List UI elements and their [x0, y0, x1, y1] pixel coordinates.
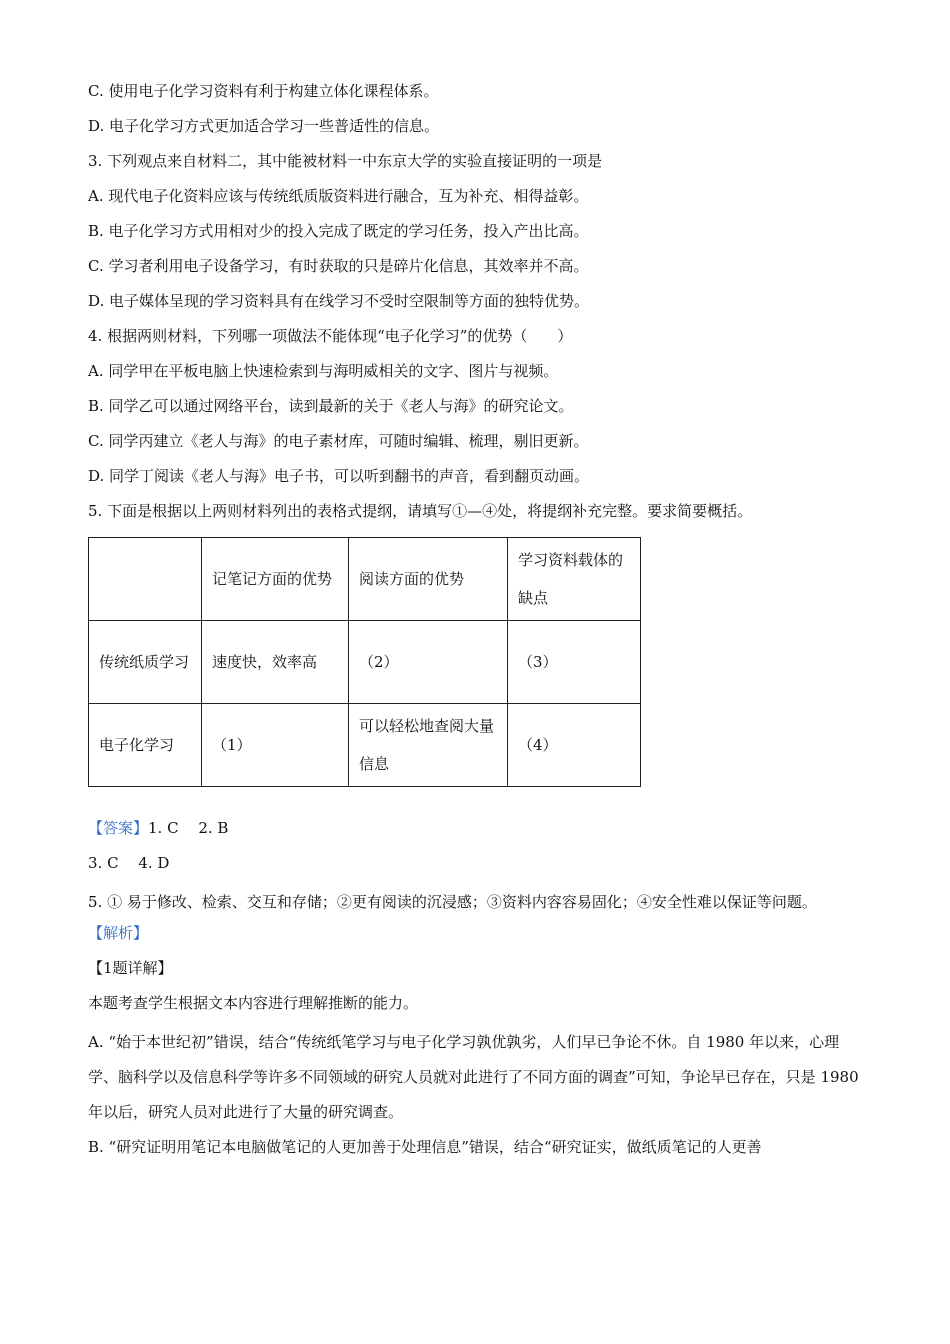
table-row [89, 704, 641, 787]
answer-text-1: 1. C 2. B [148, 819, 229, 837]
answer-line-1 [88, 815, 868, 850]
row-label: 传统纸质学习 [89, 621, 202, 704]
q4-option-c: C. 同学丙建立《老人与海》的电子素材库，可随时编辑、梳理，剔旧更新。 [88, 432, 589, 450]
table-header-row [89, 538, 641, 621]
q3-option-c: C. 学习者利用电子设备学习，有时获取的只是碎片化信息，其效率并不高。 [88, 257, 589, 275]
answer-line-3: 5. ① 易于修改、检索、交互和存储；②更有阅读的沉浸感；③资料内容容易固化；④安全性难以保证等问题。 [88, 893, 817, 911]
question-4: 4. 根据两则材料，下列哪一项做法不能体现“电子化学习”的优势（ ） [88, 327, 573, 345]
document-page [88, 78, 868, 1165]
question-3: 3. 下列观点来自材料二，其中能被材料一中东京大学的实验直接证明的一项是 [88, 152, 603, 170]
outline-table [88, 537, 641, 787]
q4-option-d: D. 同学丁阅读《老人与海》电子书，可以听到翻书的声音，看到翻页动画。 [88, 467, 590, 485]
table-cell: 可以轻松地查阅大量信息 [349, 704, 508, 787]
analysis-heading: 【1题详解】 [88, 959, 173, 977]
table-cell: （3） [508, 621, 641, 704]
table-header-cell: 学习资料载体的缺点 [508, 538, 641, 621]
analysis-paragraph-a: A. “始于本世纪初”错误，结合“传统纸笔学习与电子化学习孰优孰劣，人们早已争论不休。自 1980 年以来，心理学、脑科学以及信息科学等许多不同领域的研究人员就对此进行了不同方面的调查”可知，争论早已存在，只是 1980 年以后，研究人员对此进行了大量的研究调查。 [88, 1033, 859, 1121]
analysis-tag [88, 920, 868, 955]
table-cell: 速度快，效率高 [202, 621, 349, 704]
table-row [89, 621, 641, 704]
table-cell [89, 538, 202, 621]
option-c: C. 使用电子化学习资料有利于构建立体化课程体系。 [88, 82, 439, 100]
table-cell: （4） [508, 704, 641, 787]
row-label: 电子化学习 [89, 704, 202, 787]
q3-option-d: D. 电子媒体呈现的学习资料具有在线学习不受时空限制等方面的独特优势。 [88, 292, 590, 310]
q3-option-a: A. 现代电子化资料应该与传统纸质版资料进行融合，互为补充、相得益彰。 [88, 187, 589, 205]
q4-option-b: B. 同学乙可以通过网络平台，读到最新的关于《老人与海》的研究论文。 [88, 397, 574, 415]
answer-tag: 【答案】 [88, 819, 149, 837]
table-header-cell: 记笔记方面的优势 [202, 538, 349, 621]
analysis-intro: 本题考查学生根据文本内容进行理解推断的能力。 [88, 994, 419, 1012]
q4-option-a: A. 同学甲在平板电脑上快速检索到与海明威相关的文字、图片与视频。 [88, 362, 559, 380]
analysis-paragraph-b: B. “研究证明用笔记本电脑做笔记的人更加善于处理信息”错误，结合“研究证实，做纸质笔记的人更善 [88, 1138, 762, 1156]
option-d: D. 电子化学习方式更加适合学习一些普适性的信息。 [88, 117, 440, 135]
analysis-tag-text: 【解析】 [88, 924, 149, 942]
answer-line-2: 3. C 4. D [88, 854, 170, 872]
table-cell: （2） [349, 621, 508, 704]
table-header-cell: 阅读方面的优势 [349, 538, 508, 621]
question-5: 5. 下面是根据以上两则材料列出的表格式提纲，请填写①—④处，将提纲补充完整。要求简要概括。 [88, 502, 753, 520]
q3-option-b: B. 电子化学习方式用相对少的投入完成了既定的学习任务，投入产出比高。 [88, 222, 589, 240]
table-cell: （1） [202, 704, 349, 787]
